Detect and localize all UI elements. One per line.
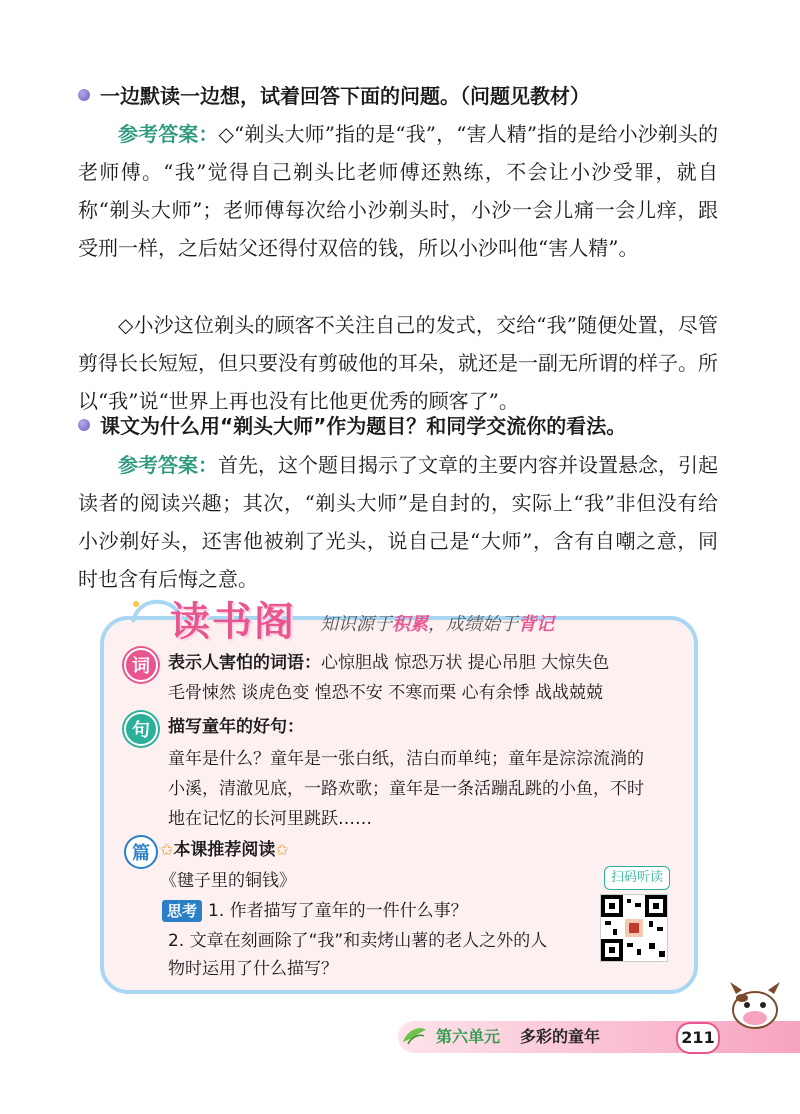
question-2-heading <box>78 412 626 440</box>
question-1-heading <box>78 82 590 110</box>
star-icon: ✩ <box>160 840 174 859</box>
question-2-text: 课文为什么用“剃头大师”作为题目？和同学交流你的看法。 <box>100 414 627 438</box>
answer-text: ◇“剃头大师”指的是“我”，“害人精”指的是给小沙剃头的老师傅。“我”觉得自己剃头比老师傅还熟练，不会让小沙受罪，就自称“剃头大师”；老师傅每次给小沙剃头时，小沙一会儿痛一会儿痒，跟受刑一样，之后姑父还得付双倍的钱，所以小沙叫他“害人精”。 <box>78 122 718 260</box>
bullet-icon <box>78 419 90 431</box>
sentence-line-1: 童年是什么？童年是一张白纸，洁白而单纯；童年是淙淙流淌的 <box>168 749 644 769</box>
subtitle-highlight: 背记 <box>518 614 554 635</box>
leaf-icon <box>400 1024 430 1048</box>
footer-title: 多彩的童年 <box>520 1027 601 1046</box>
reading-box-title: 读书阁 <box>170 599 296 645</box>
word-label <box>168 648 609 678</box>
article-label <box>160 835 289 865</box>
think-question-2b: 物时运用了什么描写？ <box>168 959 338 979</box>
word-label-text: 表示人害怕的词语： <box>168 653 321 673</box>
think-tag: 思考 <box>162 900 202 922</box>
question-1-answer-p1 <box>78 115 718 267</box>
word-line-2: 毛骨悚然 谈虎色变 惶恐不安 不寒而栗 心有余悸 战战兢兢 <box>168 683 604 703</box>
article-label-text: 本课推荐阅读 <box>173 840 276 860</box>
page-number: 211 <box>676 1022 720 1054</box>
question-1-answer-p2: ◇小沙这位剃头的顾客不关注自己的发式，交给“我”随便处置，尽管剪得长长短短，但只要没有剪破他的耳朵，就还是一副无所谓的样子。所以“我”说“世界上再也没有比他更优秀的顾客了”。 <box>78 313 718 413</box>
sentence-line-2: 小溪，清澈见底，一路欢歌；童年是一条活蹦乱跳的小鱼，不时 <box>168 779 644 799</box>
footer-unit: 第六单元 <box>436 1027 501 1046</box>
book-title: 《毽子里的铜钱》 <box>160 871 296 891</box>
think-question-1 <box>162 896 468 926</box>
reading-box-subtitle <box>320 610 554 636</box>
subtitle-part: ，成绩始于 <box>428 614 518 635</box>
word-line-1: 心惊胆战 惊恐万状 提心吊胆 大惊失色 <box>321 653 610 673</box>
word-tag: 词 <box>124 648 158 682</box>
sentence-tag: 句 <box>124 712 158 746</box>
cartoon-cow-mascot-icon <box>724 972 786 1032</box>
bullet-icon <box>78 89 90 101</box>
question-1-text: 一边默读一边想，试着回答下面的问题。（问题见教材） <box>100 84 590 108</box>
answer-label: 参考答案： <box>118 453 218 477</box>
sentence-label: 描写童年的好句： <box>168 717 304 737</box>
answer-text: 首先，这个题目揭示了文章的主要内容并设置悬念，引起读者的阅读兴趣；其次，“剃头大师”是自封的，实际上“我”非但没有给小沙剃好头，还害他被剃了光头，说自己是“大师”，含有自嘲之意，同时也含有后悔之意。 <box>78 453 718 591</box>
sentence-line-3: 地在记忆的长河里跳跃…… <box>168 809 372 829</box>
answer-label: 参考答案： <box>118 122 219 146</box>
subtitle-highlight: 积累 <box>392 614 428 635</box>
scan-listen-label: 扫码听读 <box>604 866 670 890</box>
question-2-answer <box>78 446 718 598</box>
star-icon: ✩ <box>275 840 289 859</box>
article-tag: 篇 <box>124 835 158 869</box>
think-question-2a: 2. 文章在刻画除了“我”和卖烤山薯的老人之外的人 <box>168 931 548 951</box>
qr-code-icon[interactable] <box>600 894 668 962</box>
subtitle-part: 知识源于 <box>320 614 392 635</box>
think-q1-text: 1. 作者描写了童年的一件什么事？ <box>208 901 468 921</box>
